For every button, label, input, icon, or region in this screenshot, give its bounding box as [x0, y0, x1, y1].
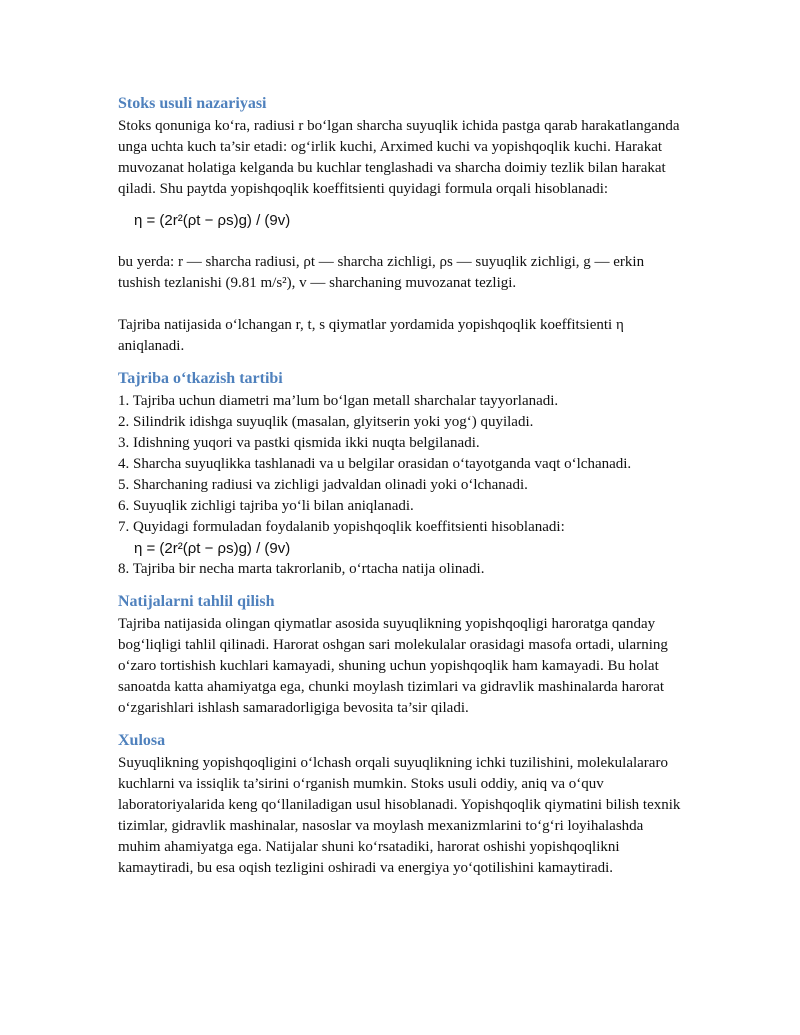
list-item-text: 7. Quyidagi formuladan foydalanib yopishqoqlik koeffitsienti hisoblanadi: — [118, 519, 565, 535]
list-item: 2. Silindrik idishga suyuqlik (masalan, glyitserin yoki yog‘) quyiladi. — [118, 414, 534, 430]
list-item: 5. Sharchaning radiusi va zichligi jadvaldan olinadi yoki o‘lchanadi. — [118, 477, 528, 493]
section-analysis — [118, 592, 688, 719]
document-page — [118, 94, 688, 879]
paragraph: Suyuqlikning yopishqoqligini o‘lchash orqali suyuqlikning ichki tuzilishini, molekulalararo kuchlarni va issiqlik ta’sirini o‘rganish mumkin. Stoks usuli oddiy, aniq va o‘quv laboratoriyalarida keng qo‘llaniladigan usul hisoblanadi. Yopishqoqlik qiymatini bilish texnik tizimlar, gidravlik mashinalar, nasoslar va moylash mexanizmlarini to‘g‘ri loyihalashda muhim ahamiyatga ega. Natijalar shuni ko‘rsatadiki, harorat oshishi yopishqoqlikni kamaytiradi, bu esa oqish tezligini oshiradi va energiya yo‘qotilishini kamaytiradi. — [118, 755, 681, 876]
paragraph: Tajriba natijasida olingan qiymatlar asosida suyuqlikning yopishqoqligi haroratga qanday bog‘liqligi tahlil qilinadi. Harorat oshgan sari molekulalar orasidagi masofa ortadi, ularning o‘zaro tortishish kuchlari kamayadi, shuning uchun yopishqoqlik ham kamayadi. Bu holat sanoatda katta ahamiyatga ega, chunki moylash tizimlari va gidravlik mashinalarda harorat o‘zgarishlari ishlash samaradorligiga bevosita ta’sir qiladi. — [118, 616, 668, 716]
viscosity-formula: η = (2r²(ρt − ρs)g) / (9v) — [134, 212, 291, 229]
section-heading: Stoks usuli nazariyasi — [118, 95, 267, 112]
section-heading: Xulosa — [118, 732, 166, 749]
section-procedure — [118, 369, 688, 580]
section-heading: Tajriba o‘tkazish tartibi — [118, 370, 283, 387]
section-stokes-theory — [118, 94, 688, 357]
paragraph: Stoks qonuniga ko‘ra, radiusi r bo‘lgan sharcha suyuqlik ichida pastga qarab harakatlanganda unga uchta kuch ta’sir etadi: og‘irlik kuchi, Arximed kuchi va yopishqoqlik kuchi. Harakat muvozanat holatiga kelganda bu kuchlar tenglashadi va sharcha doimiy tezlik bilan harakat qiladi. Shu paytda yopishqoqlik koeffitsienti quyidagi formula orqali hisoblanadi: — [118, 118, 680, 197]
list-item-with-formula — [118, 517, 688, 559]
list-item: 8. Tajriba bir necha marta takrorlanib, o‘rtacha natija olinadi. — [118, 561, 485, 577]
section-heading: Natijalarni tahlil qilish — [118, 593, 275, 610]
paragraph: Tajriba natijasida o‘lchangan r, t, s qiymatlar yordamida yopishqoqlik koeffitsienti η aniqlanadi. — [118, 317, 624, 354]
procedure-steps — [118, 391, 688, 580]
list-item: 4. Sharcha suyuqlikka tashlanadi va u belgilar orasidan o‘tayotganda vaqt o‘lchanadi. — [118, 456, 632, 472]
list-item: 6. Suyuqlik zichligi tajriba yo‘li bilan aniqlanadi. — [118, 498, 414, 514]
paragraph: bu yerda: r — sharcha radiusi, ρt — sharcha zichligi, ρs — suyuqlik zichligi, g — erkin tushish tezlanishi (9.81 m/s²), v — sharchaning muvozanat tezligi. — [118, 254, 645, 291]
step-formula: η = (2r²(ρt − ρs)g) / (9v) — [134, 540, 291, 557]
list-item: 3. Idishning yuqori va pastki qismida ikki nuqta belgilanadi. — [118, 435, 480, 451]
list-item: 1. Tajriba uchun diametri ma’lum bo‘lgan metall sharchalar tayyorlanadi. — [118, 393, 559, 409]
section-conclusion — [118, 731, 688, 879]
